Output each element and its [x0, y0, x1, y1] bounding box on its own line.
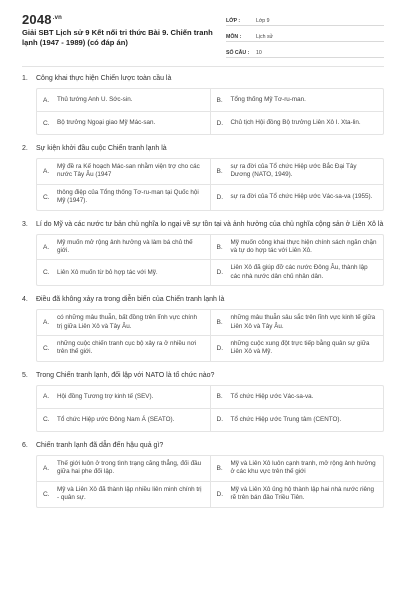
answer-letter: C.: [43, 269, 50, 277]
question-2: [22, 144, 384, 211]
answer-text: Liên Xô muốn từ bỏ hợp tác với Mỹ.: [57, 268, 158, 276]
answer-letter: C.: [43, 193, 50, 201]
question-list: [22, 74, 384, 517]
answer-text: Liên Xô đã giúp đỡ các nước Đông Âu, thành lập các nhà nước dân chủ nhân dân.: [230, 264, 368, 280]
question-text: Điều đã không xảy ra trong diễn biến của Chiến tranh lạnh là: [36, 296, 225, 304]
answer-option-c[interactable]: [37, 482, 210, 507]
question-3: [22, 220, 384, 287]
answer-grid: [36, 385, 384, 432]
question-number: 3.: [22, 220, 28, 228]
answer-text: sự ra đời của Tổ chức Hiệp ước Vác-sa-va (1955).: [230, 193, 373, 201]
question-text: Công khai thực hiện Chiến lược toàn cầu là: [36, 75, 172, 82]
meta-value: 10: [256, 50, 262, 56]
answer-text: Mỹ muốn mở rộng ảnh hưởng và làm bá chủ thế giới.: [57, 238, 193, 255]
answer-text: Thế giới luôn ở trong tình trạng căng thẳng, đối đầu giữa hai phe đối lập.: [57, 459, 202, 476]
meta-value: Lịch sử: [256, 34, 274, 40]
answer-text: Tổng thống Mỹ Tơ-ru-man.: [230, 95, 306, 103]
answer-letter: B.: [216, 243, 223, 251]
meta-label: MÔN :: [226, 34, 242, 40]
answer-option-c[interactable]: [37, 112, 210, 134]
answer-letter: B.: [216, 167, 223, 175]
answer-option-d[interactable]: [210, 482, 384, 507]
answer-letter: A.: [43, 319, 50, 327]
answer-option-b[interactable]: [210, 89, 384, 111]
answer-option-c[interactable]: [37, 185, 210, 210]
meta-label: LỚP :: [226, 18, 241, 24]
answer-text: Tổ chức Hiệp ước Đông Nam Á (SEATO).: [57, 415, 175, 423]
answer-letter: D.: [216, 269, 224, 277]
answer-option-a[interactable]: [37, 310, 210, 335]
answer-letter: C.: [43, 490, 50, 498]
answer-option-b[interactable]: [210, 456, 384, 481]
answer-letter: C.: [43, 416, 50, 424]
document-title: Giải SBT Lịch sử 9 Kết nối tri thức Bài 9. Chiến tranh lạnh (1947 - 1989) (có đáp án): [22, 28, 213, 47]
question-text: Lí do Mỹ và các nước tư bản chủ nghĩa lo ngại về sự tồn tại và ảnh hưởng của chủ nghĩa cộng sản ở Liên Xô là: [36, 220, 384, 228]
answer-text: Tổ chức Hiệp ước Trung tâm (CENTO).: [230, 415, 342, 423]
answer-text: Hội đồng Tương trợ kinh tế (SEV).: [57, 392, 154, 400]
answer-letter: D.: [216, 416, 224, 424]
answer-option-c[interactable]: [37, 409, 210, 431]
question-text: Trong Chiến tranh lạnh, đối lập với NATO là tổ chức nào?: [36, 371, 215, 379]
meta-value: Lớp 9: [256, 18, 270, 24]
site-logo[interactable]: $2048^{.vn}$: [22, 12, 63, 27]
meta-label: SỐ CÂU :: [226, 50, 250, 56]
answer-grid: [36, 88, 384, 135]
question-number: 6.: [22, 441, 28, 449]
answer-option-d[interactable]: [210, 409, 384, 431]
question-number: 2.: [22, 145, 28, 152]
meta-class: [226, 12, 384, 26]
question-number: 1.: [22, 75, 28, 82]
answer-letter: D.: [216, 344, 224, 352]
answer-option-a[interactable]: [37, 235, 210, 260]
answer-option-d[interactable]: [210, 260, 384, 285]
answer-text: Mỹ và Liên Xô ủng hộ thành lập hai nhà nước riêng rẽ trên bán đảo Triều Tiên.: [230, 485, 374, 502]
answer-letter: B.: [216, 393, 223, 401]
answer-option-a[interactable]: [37, 456, 210, 481]
answer-letter: C.: [43, 344, 50, 352]
answer-text: sự ra đời của Tổ chức Hiệp ước Bắc Đại Tây Dương (NATO, 1949).: [230, 163, 357, 179]
header-divider: [22, 66, 384, 67]
question-text: Sự kiện khởi đầu cuộc Chiến tranh lạnh là: [36, 145, 167, 152]
answer-option-c[interactable]: [37, 336, 210, 361]
answer-option-b[interactable]: [210, 159, 384, 184]
answer-letter: B.: [216, 96, 223, 104]
answer-text: Tổ chức Hiệp ước Vác-sa-va.: [230, 392, 314, 400]
answer-option-b[interactable]: [210, 386, 384, 408]
answer-grid: [36, 455, 384, 508]
answer-option-b[interactable]: [210, 235, 384, 260]
answer-letter: B.: [216, 319, 223, 327]
answer-letter: D.: [216, 490, 224, 498]
answer-option-a[interactable]: [37, 159, 210, 184]
answer-text: Chủ tịch Hội đồng Bộ trưởng Liên Xô I. Xta-lin.: [230, 118, 361, 126]
answer-option-c[interactable]: [37, 260, 210, 285]
answer-grid: [36, 309, 384, 362]
answer-text: Mỹ và Liên Xô đã thành lập nhiều liên minh chính trị - quân sự.: [57, 485, 202, 502]
answer-text: Mỹ đề ra Kế hoạch Mác-san nhằm viện trợ cho các nước Tây Âu (1947: [57, 163, 200, 179]
answer-grid: [36, 234, 384, 287]
meta-subject: [226, 28, 384, 42]
answer-letter: A.: [43, 167, 50, 175]
page-header: [0, 0, 400, 62]
answer-letter: B.: [216, 464, 223, 472]
question-6: [22, 441, 384, 508]
answer-letter: A.: [43, 393, 50, 401]
answer-text: thông điệp của Tổng thống Tơ-ru-man tại Quốc hội Mỹ (1947).: [57, 188, 199, 205]
answer-letter: A.: [43, 464, 50, 472]
document-meta: [226, 12, 384, 58]
answer-letter: A.: [43, 243, 50, 251]
answer-text: có những mâu thuẫn, bất đồng trên lĩnh vực chính trị giữa Liên Xô và Tây Âu.: [57, 314, 198, 330]
answer-option-b[interactable]: [210, 310, 384, 335]
answer-option-a[interactable]: [37, 386, 210, 408]
answer-letter: A.: [43, 96, 50, 104]
answer-text: Mỹ muốn công khai thực hiện chính sách ngăn chặn và tự do hợp tác với Liên Xô.: [230, 238, 377, 255]
answer-option-d[interactable]: [210, 112, 384, 134]
answer-grid: [36, 158, 384, 211]
answer-text: những cuộc chiến tranh cục bộ xảy ra ở nhiều nơi trên thế giới.: [57, 340, 197, 356]
answer-option-d[interactable]: [210, 336, 384, 361]
answer-letter: D.: [216, 119, 224, 127]
question-4: [22, 295, 384, 362]
answer-option-a[interactable]: [37, 89, 210, 111]
answer-letter: D.: [216, 193, 224, 201]
question-number: 4.: [22, 296, 28, 304]
answer-option-d[interactable]: [210, 185, 384, 210]
question-number: 5.: [22, 371, 28, 379]
answer-text: Mỹ và Liên Xô luôn cạnh tranh, mở rộng ảnh hưởng ở các khu vực trên thế giới: [230, 459, 376, 476]
answer-text: Bộ trưởng Ngoại giao Mỹ Mác-san.: [57, 118, 156, 126]
answer-text: Thủ tướng Anh U. Sớc-sin.: [57, 95, 133, 103]
answer-letter: C.: [43, 119, 50, 127]
answer-text: những cuộc xung đột trực tiếp bằng quân sự giữa Liên Xô và Mỹ.: [230, 340, 370, 356]
question-text: Chiến tranh lạnh đã dẫn đến hậu quả gì?: [36, 441, 164, 449]
question-5: [22, 371, 384, 432]
question-1: [22, 74, 384, 135]
answer-text: những mâu thuẫn sâu sắc trên lĩnh vực kinh tế giữa Liên Xô và Tây Âu.: [230, 314, 376, 330]
meta-question-count: [226, 44, 384, 58]
